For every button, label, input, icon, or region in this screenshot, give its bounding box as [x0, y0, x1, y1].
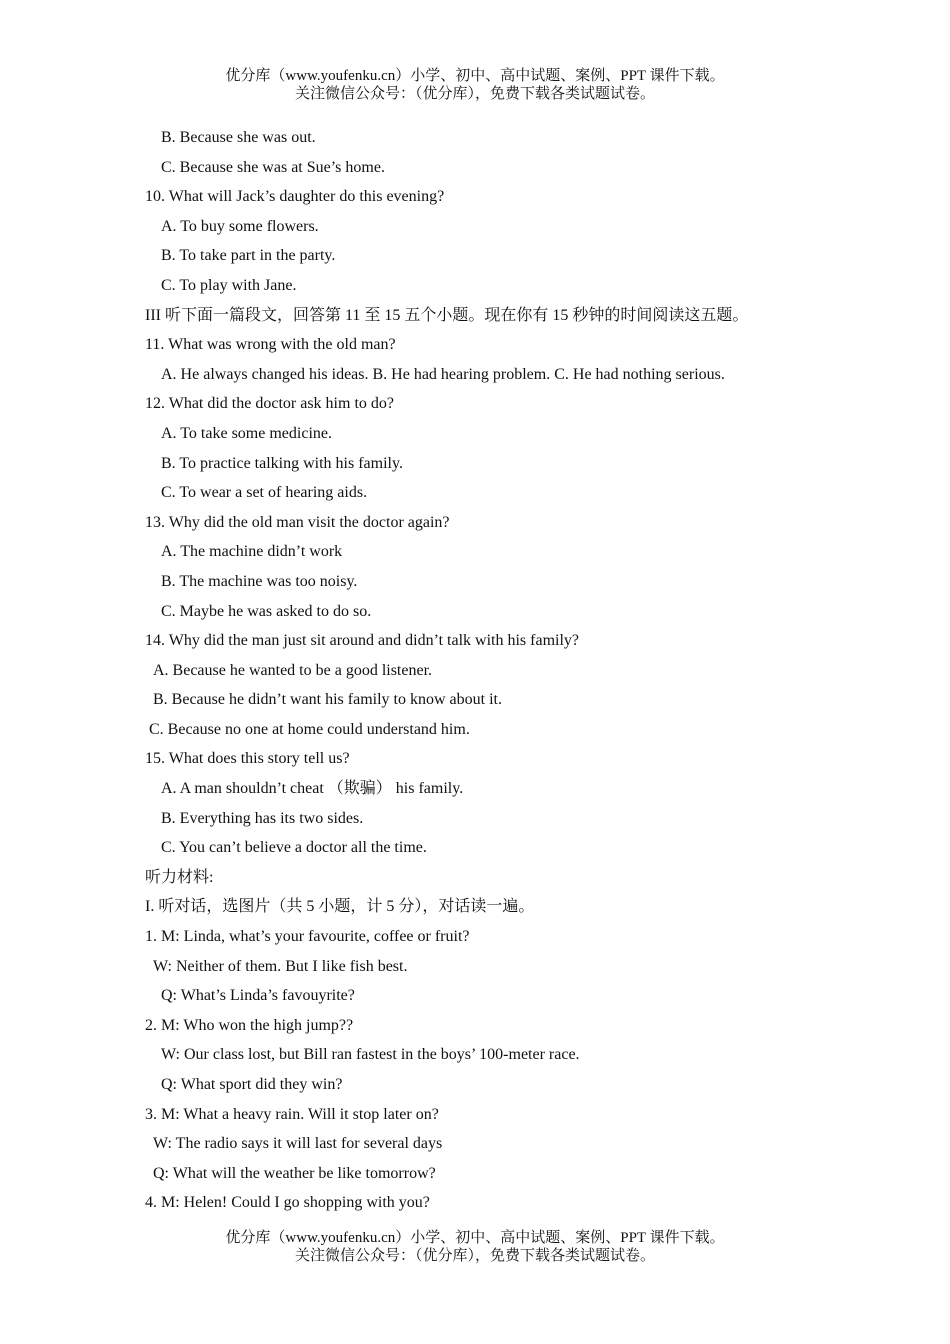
- option-13a: A. The machine didn’t work: [161, 543, 343, 561]
- dialog-2-w: W: Our class lost, but Bill ran fastest in the boys’ 100-meter race.: [161, 1046, 580, 1064]
- question-15: 15. What does this story tell us?: [145, 750, 350, 768]
- option-13c: C. Maybe he was asked to do so.: [161, 602, 372, 620]
- option-14c: C. Because no one at home could understand him.: [149, 720, 470, 738]
- section-iii-heading: III 听下面一篇段文，回答第 11 至 15 五个小题。现在你有 15 秒钟的时间阅读这五题。: [145, 306, 749, 324]
- option-12c: C. To wear a set of hearing aids.: [161, 484, 368, 502]
- header-line-2: 关注微信公众号：（优分库），免费下载各类试题试卷。: [294, 86, 655, 102]
- dialog-3-w: W: The radio says it will last for several days: [153, 1135, 443, 1153]
- option-10a: A. To buy some flowers.: [161, 217, 319, 235]
- dialog-3-m: 3. M: What a heavy rain. Will it stop later on?: [145, 1105, 439, 1123]
- document-body: [145, 123, 845, 1218]
- option-10c: C. To play with Jane.: [161, 276, 297, 294]
- question-10: 10. What will Jack’s daughter do this evening?: [145, 188, 445, 206]
- option-15a: A. A man shouldn’t cheat （欺骗） his family.: [161, 780, 464, 798]
- option-15c: C. You can’t believe a doctor all the time.: [161, 839, 427, 857]
- header-line-1: 优分库（www.youfenku.cn）小学、初中、高中试题、案例、PPT 课件下载。: [225, 68, 725, 84]
- option-13b: B. The machine was too noisy.: [161, 572, 358, 590]
- question-14: 14. Why did the man just sit around and didn’t talk with his family?: [145, 632, 580, 650]
- question-12: 12. What did the doctor ask him to do?: [145, 395, 394, 413]
- dialog-1-w: W: Neither of them. But I like fish best.: [153, 957, 408, 975]
- question-13: 13. Why did the old man visit the doctor again?: [145, 513, 450, 531]
- transcript-heading: 听力材料:: [145, 868, 214, 886]
- options-11: A. He always changed his ideas. B. He had hearing problem. C. He had nothing serious.: [161, 365, 725, 383]
- option-14a: A. Because he wanted to be a good listener.: [153, 661, 433, 679]
- page-header: [0, 67, 950, 103]
- footer-line-1: 优分库（www.youfenku.cn）小学、初中、高中试题、案例、PPT 课件下载。: [225, 1230, 725, 1246]
- option-12a: A. To take some medicine.: [161, 424, 332, 442]
- page-footer: [0, 1229, 950, 1265]
- option-10b: B. To take part in the party.: [161, 247, 336, 265]
- dialog-2-m: 2. M: Who won the high jump??: [145, 1016, 354, 1034]
- option-12b: B. To practice talking with his family.: [161, 454, 403, 472]
- question-11: 11. What was wrong with the old man?: [145, 336, 396, 354]
- dialog-4-m: 4. M: Helen! Could I go shopping with you?: [145, 1194, 430, 1212]
- dialog-1-q: Q: What’s Linda’s favouyrite?: [161, 987, 355, 1005]
- option-15b: B. Everything has its two sides.: [161, 809, 364, 827]
- transcript-section-i: I. 听对话，选图片（共 5 小题，计 5 分），对话读一遍。: [145, 898, 535, 916]
- option-9c: C. Because she was at Sue’s home.: [161, 158, 385, 176]
- dialog-3-q: Q: What will the weather be like tomorrow?: [153, 1164, 436, 1182]
- footer-line-2: 关注微信公众号：（优分库），免费下载各类试题试卷。: [294, 1248, 655, 1264]
- option-9b: B. Because she was out.: [161, 129, 316, 146]
- dialog-1-m: 1. M: Linda, what’s your favourite, coffee or fruit?: [145, 928, 470, 946]
- option-14b: B. Because he didn’t want his family to know about it.: [153, 691, 502, 709]
- dialog-2-q: Q: What sport did they win?: [161, 1076, 343, 1093]
